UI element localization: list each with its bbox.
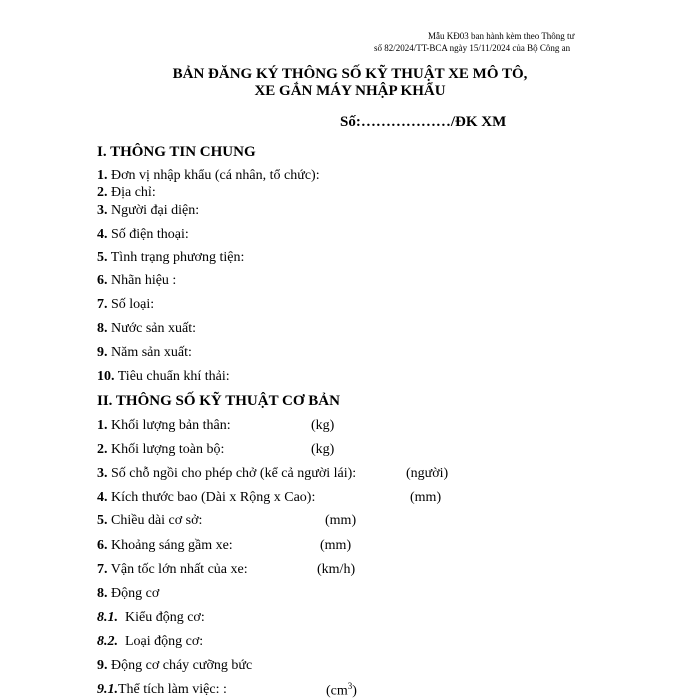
- spec-row: 2. Khối lượng toàn bộ:: [97, 442, 225, 457]
- spec-unit: (mm): [410, 490, 442, 505]
- spec-row: 9. Động cơ cháy cưỡng bức: [97, 658, 253, 673]
- spec-row: 8.1. Kiểu động cơ:: [97, 610, 205, 625]
- spec-unit: (kg): [311, 442, 335, 457]
- spec-row: 6. Khoảng sáng gầm xe:: [97, 538, 233, 553]
- form-field-row: 1. Đơn vị nhập khẩu (cá nhân, tổ chức):: [97, 168, 320, 183]
- document-number: Số:………………/ĐK XM: [340, 114, 507, 130]
- spec-unit: (mm): [320, 538, 352, 553]
- spec-row: 7. Vận tốc lớn nhất của xe:: [97, 562, 248, 577]
- form-field-row: 3. Người đại diện:: [97, 203, 200, 218]
- section-1-heading: I. THÔNG TIN CHUNG: [97, 144, 256, 160]
- form-field-row: 5. Tình trạng phương tiện:: [97, 250, 245, 265]
- form-note-line-1: Mẫu KĐ03 ban hành kèm theo Thông tư: [428, 31, 575, 41]
- spec-row: 3. Số chỗ ngồi cho phép chở (kể cả người lái):: [97, 466, 357, 481]
- spec-unit: (kg): [311, 418, 335, 433]
- spec-row: 4. Kích thước bao (Dài x Rộng x Cao):: [97, 490, 316, 505]
- spec-unit: $(cm^3)$: [326, 681, 357, 699]
- spec-row: 8. Động cơ: [97, 586, 160, 601]
- form-field-row: 7. Số loại:: [97, 297, 155, 312]
- spec-row: 9.1.Thể tích làm việc: :: [97, 682, 227, 697]
- spec-unit: (km/h): [317, 562, 356, 577]
- spec-row: 8.2. Loại động cơ:: [97, 634, 204, 649]
- spec-row: 1. Khối lượng bản thân:: [97, 418, 231, 433]
- form-field-row: 2. Địa chỉ:: [97, 185, 156, 200]
- document-title-line-2: XE GẮN MÁY NHẬP KHẨU: [254, 83, 446, 99]
- section-2-heading: II. THÔNG SỐ KỸ THUẬT CƠ BẢN: [97, 393, 340, 409]
- spec-unit: (người): [406, 466, 449, 481]
- spec-unit: (mm): [325, 513, 357, 528]
- spec-row: 5. Chiều dài cơ sở:: [97, 513, 203, 528]
- form-field-row: 9. Năm sản xuất:: [97, 345, 192, 360]
- form-field-row: 6. Nhãn hiệu :: [97, 273, 177, 288]
- document-title-line-1: BẢN ĐĂNG KÝ THÔNG SỐ KỸ THUẬT XE MÔ TÔ,: [172, 66, 528, 82]
- form-field-row: 4. Số điện thoại:: [97, 227, 189, 242]
- form-field-row: 8. Nước sản xuất:: [97, 321, 196, 336]
- form-field-row: 10. Tiêu chuẩn khí thải:: [97, 369, 230, 384]
- form-note-line-2: số 82/2024/TT-BCA ngày 15/11/2024 của Bộ Công an: [374, 43, 571, 53]
